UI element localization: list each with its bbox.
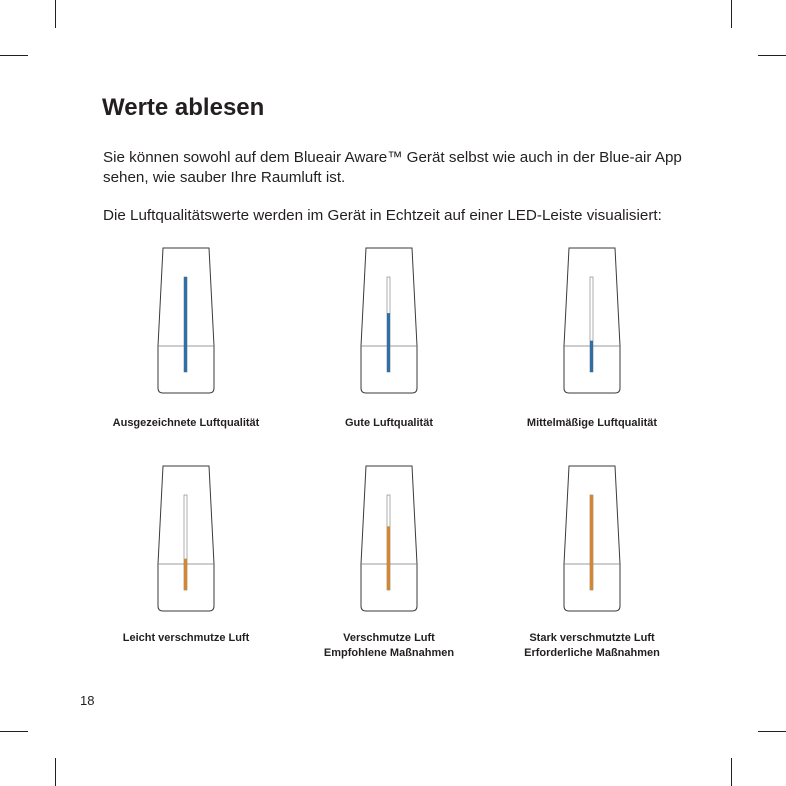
crop-mark (731, 0, 732, 28)
label-heavily-polluted: Stark verschmutzte Luft Erforderliche Maßnahmen (524, 632, 660, 659)
crop-mark (55, 0, 56, 28)
label-good: Gute Luftqualität (345, 417, 433, 429)
intro-paragraph: Sie können sowohl auf dem Blueair Aware™ Gerät selbst wie auch in der Blue-air App sehen, wie sauber Ihre Raumluft ist. (103, 149, 682, 186)
label-moderate: Mittelmäßige Luftqualität (526, 417, 658, 429)
device-slightly-polluted (154, 466, 218, 612)
led-fill (590, 341, 593, 372)
led-fill (387, 313, 390, 372)
device-good (357, 248, 421, 394)
device-heavily-polluted (560, 466, 624, 612)
crop-mark (0, 731, 28, 732)
page-title: Werte ablesen (102, 94, 265, 121)
page-number: 18 (80, 693, 95, 708)
label-polluted: Verschmutze Luft Empfohlene Maßnahmen (323, 632, 455, 659)
crop-mark (55, 758, 56, 786)
led-fill (184, 559, 187, 590)
crop-mark (0, 55, 28, 56)
device-moderate (560, 248, 624, 394)
led-fill (184, 277, 187, 372)
crop-mark (731, 758, 732, 786)
air-monitor-icon (154, 248, 218, 394)
crop-mark (758, 55, 786, 56)
air-monitor-icon (357, 248, 421, 394)
label-excellent: Ausgezeichnete Luftqualität (112, 417, 260, 429)
label-slightly-polluted: Leicht verschmutze Luft (122, 632, 250, 644)
air-monitor-icon (154, 466, 218, 612)
air-monitor-icon (560, 466, 624, 612)
crop-mark (758, 731, 786, 732)
led-fill (387, 526, 390, 590)
led-fill (590, 495, 593, 590)
device-excellent (154, 248, 218, 394)
device-polluted (357, 466, 421, 612)
air-monitor-icon (357, 466, 421, 612)
air-monitor-icon (560, 248, 624, 394)
led-description-paragraph: Die Luftqualitätswerte werden im Gerät in Echtzeit auf einer LED-Leiste visualisiert: (103, 207, 662, 224)
